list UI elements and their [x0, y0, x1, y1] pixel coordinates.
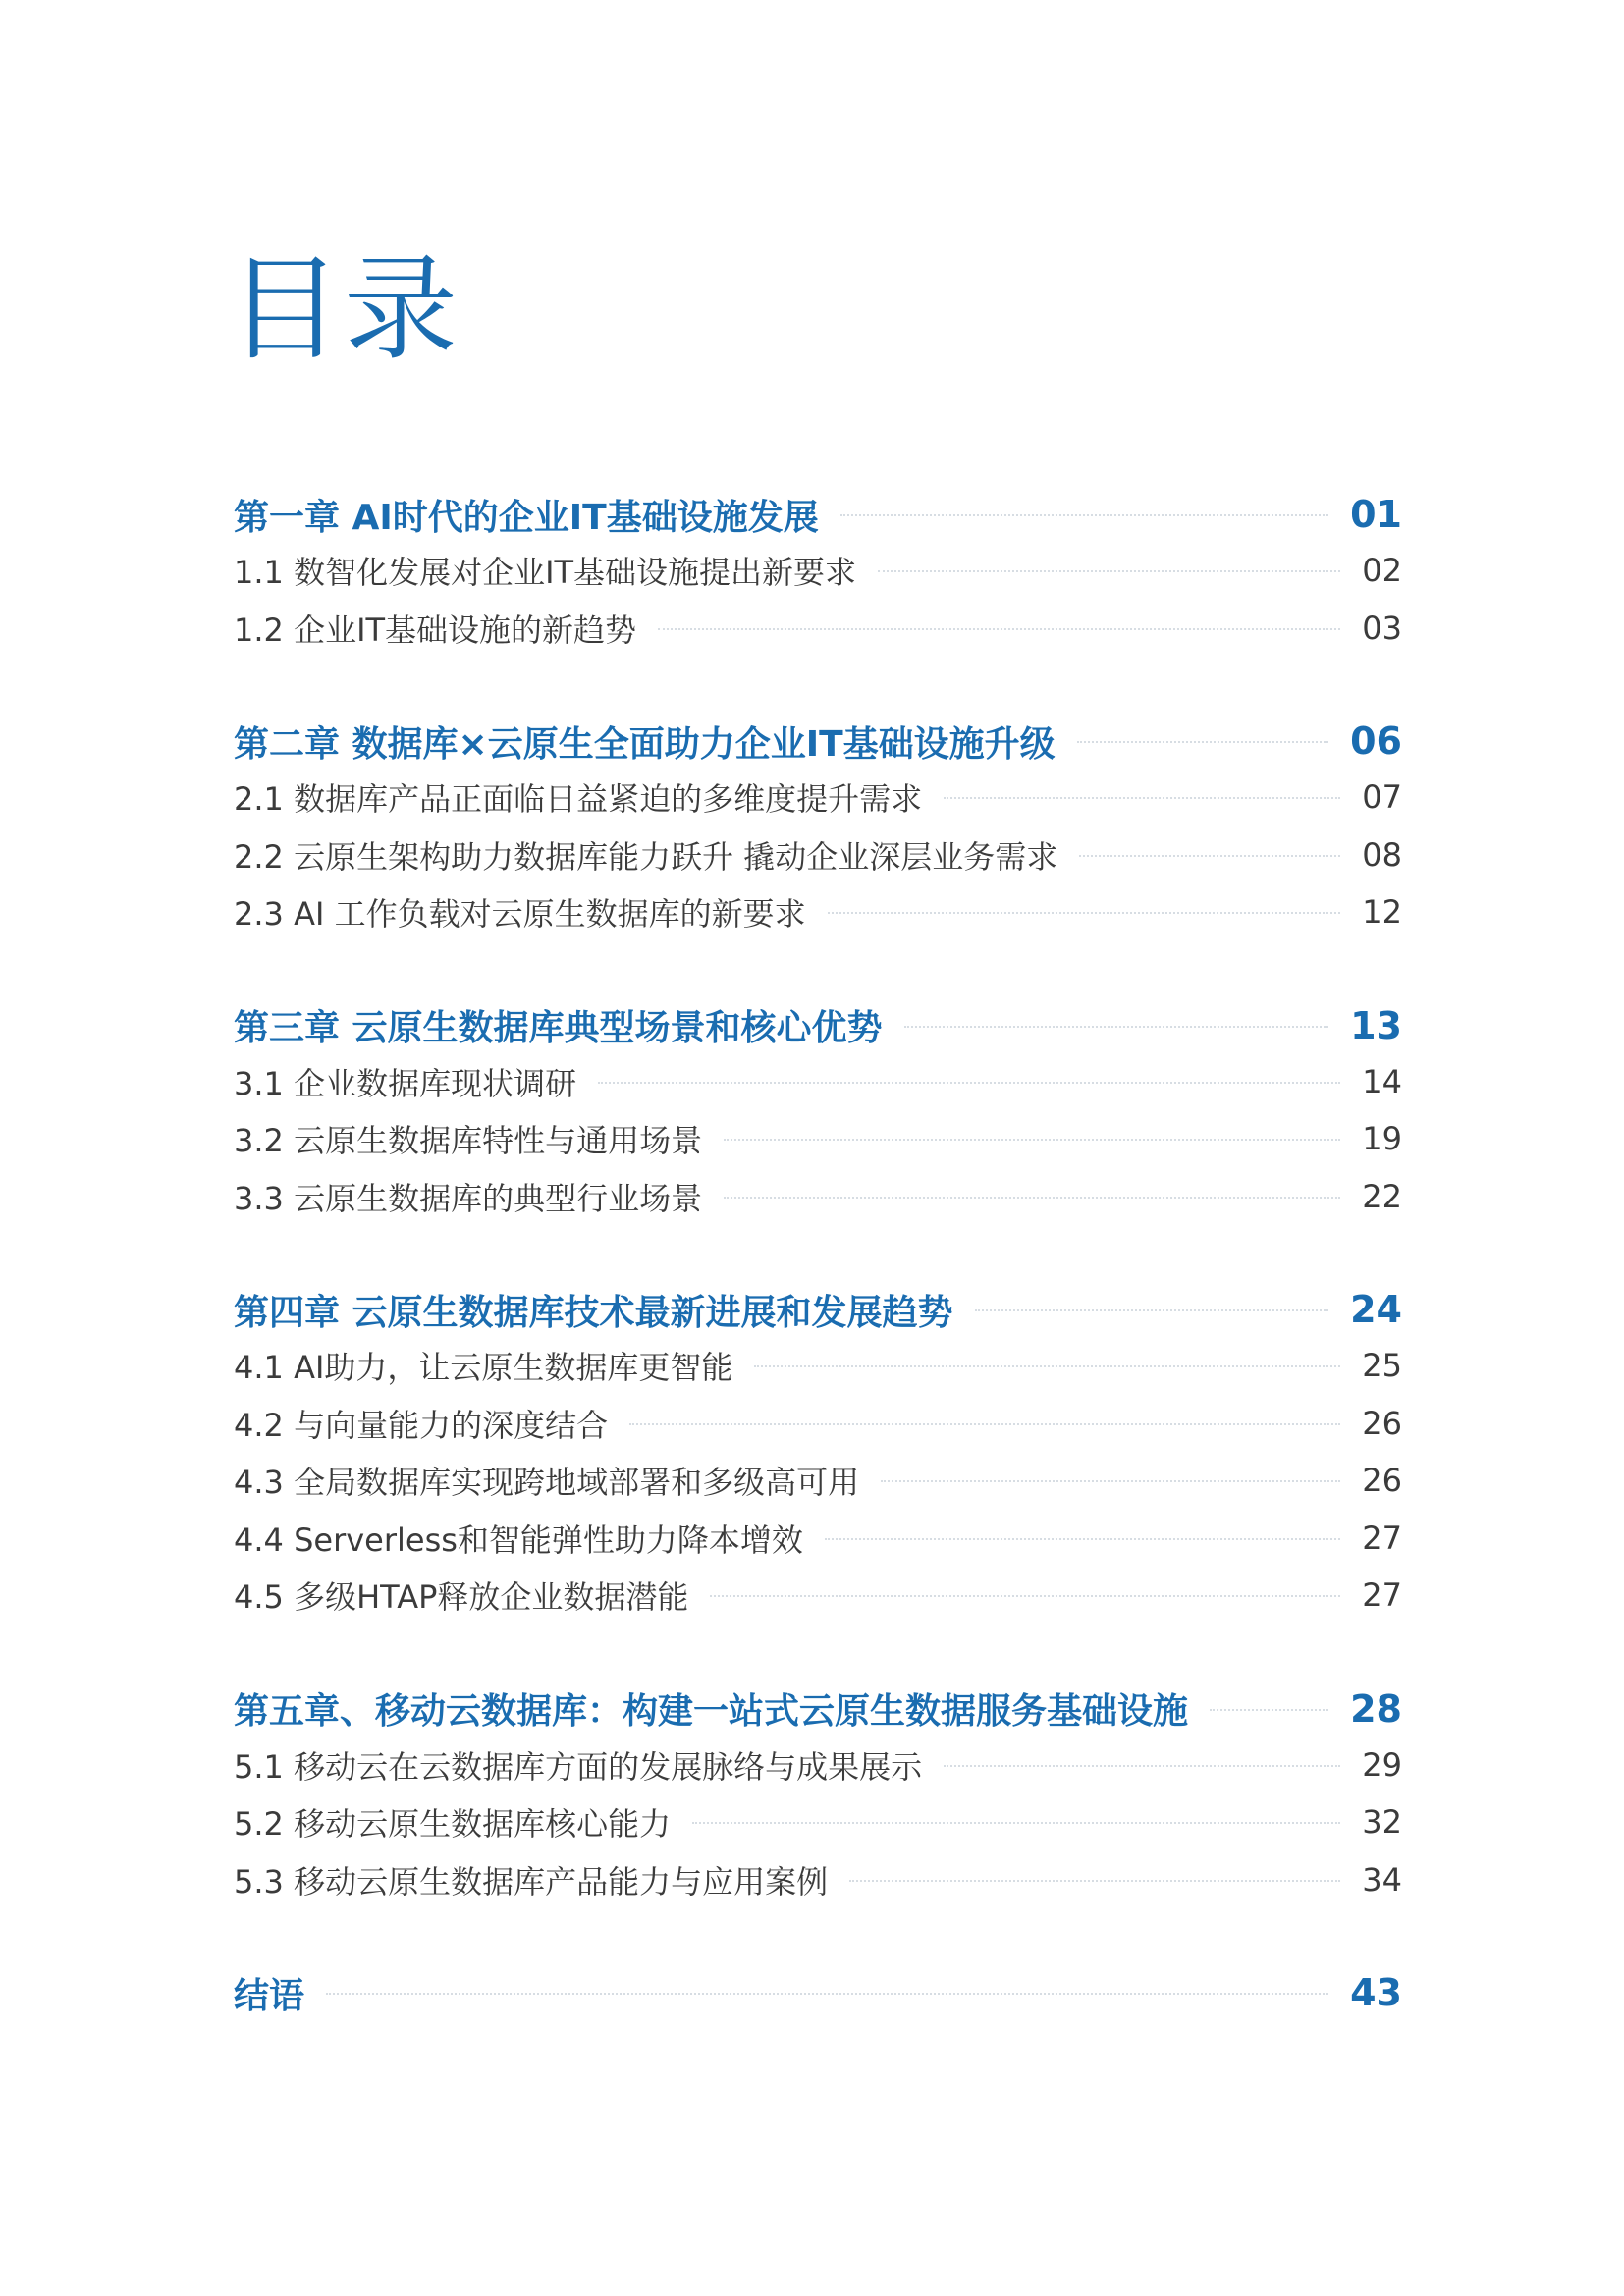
- table-of-contents: [234, 487, 1402, 2077]
- dotted-leader: [724, 1197, 1340, 1199]
- chapter-title: 第四章 云原生数据库技术最新进展和发展趋势: [234, 1292, 953, 1333]
- section-page-number: 19: [1362, 1120, 1402, 1158]
- dotted-leader: [658, 628, 1340, 630]
- section-page-number: 29: [1362, 1745, 1402, 1784]
- section-entry[interactable]: [234, 1510, 1402, 1568]
- section-entry[interactable]: [234, 769, 1402, 827]
- section-entry[interactable]: [234, 1337, 1402, 1395]
- toc-chapter: [234, 714, 1402, 941]
- section-title: 2.1 数据库产品正面临日益紧迫的多维度提升需求: [234, 780, 923, 819]
- section-page-number: 27: [1362, 1519, 1402, 1557]
- chapter-page-number: 06: [1350, 720, 1402, 763]
- chapter-entry[interactable]: [234, 487, 1402, 542]
- dotted-leader: [849, 1880, 1340, 1882]
- section-entry[interactable]: [234, 542, 1402, 600]
- section-entry[interactable]: [234, 1395, 1402, 1453]
- dotted-leader: [828, 912, 1341, 914]
- dotted-leader: [1210, 1709, 1328, 1711]
- section-entry[interactable]: [234, 827, 1402, 884]
- chapter-title: 第三章 云原生数据库典型场景和核心优势: [234, 1008, 883, 1048]
- dotted-leader: [724, 1139, 1340, 1141]
- section-title: 2.2 云原生架构助力数据库能力跃升 撬动企业深层业务需求: [234, 837, 1058, 876]
- section-page-number: 32: [1362, 1803, 1402, 1842]
- section-entry[interactable]: [234, 600, 1402, 658]
- dotted-leader: [878, 570, 1340, 572]
- chapter-entry[interactable]: [234, 714, 1402, 769]
- section-page-number: 08: [1362, 835, 1402, 874]
- chapter-entry[interactable]: [234, 1965, 1402, 2020]
- chapter-page-number: 24: [1350, 1288, 1402, 1331]
- chapter-title: 第五章、移动云数据库：构建一站式云原生数据服务基础设施: [234, 1691, 1189, 1732]
- dotted-leader: [1077, 741, 1328, 743]
- section-page-number: 07: [1362, 778, 1402, 817]
- toc-chapter: [234, 1682, 1402, 1909]
- section-entry[interactable]: [234, 1053, 1402, 1111]
- dotted-leader: [840, 514, 1328, 516]
- section-title: 2.3 AI 工作负载对云原生数据库的新要求: [234, 895, 806, 934]
- section-entry[interactable]: [234, 1452, 1402, 1510]
- dotted-leader: [975, 1309, 1329, 1311]
- chapter-title: 第一章 AI时代的企业IT基础设施发展: [234, 497, 819, 538]
- dotted-leader: [692, 1822, 1340, 1824]
- section-title: 5.1 移动云在云数据库方面的发展脉络与成果展示: [234, 1747, 923, 1786]
- section-page-number: 26: [1362, 1462, 1402, 1500]
- section-page-number: 26: [1362, 1404, 1402, 1442]
- section-page-number: 25: [1362, 1347, 1402, 1385]
- dotted-leader: [881, 1480, 1340, 1482]
- chapter-page-number: 28: [1350, 1686, 1402, 1731]
- chapter-entry[interactable]: [234, 1682, 1402, 1736]
- section-entry[interactable]: [234, 1736, 1402, 1794]
- dotted-leader: [326, 1993, 1328, 1995]
- dotted-leader: [944, 1765, 1340, 1767]
- section-page-number: 34: [1362, 1860, 1402, 1898]
- dotted-leader: [944, 797, 1340, 799]
- section-page-number: 02: [1362, 552, 1402, 590]
- toc-chapter: [234, 1282, 1402, 1625]
- section-title: 3.3 云原生数据库的典型行业场景: [234, 1179, 703, 1217]
- section-entry[interactable]: [234, 1110, 1402, 1168]
- dotted-leader: [598, 1082, 1340, 1084]
- dotted-leader: [825, 1538, 1340, 1540]
- chapter-page-number: 13: [1350, 1003, 1402, 1047]
- section-title: 3.2 云原生数据库特性与通用场景: [234, 1122, 703, 1160]
- section-entry[interactable]: [234, 1793, 1402, 1851]
- page-title: 目录: [228, 243, 460, 376]
- toc-chapter: [234, 998, 1402, 1226]
- section-page-number: 14: [1362, 1062, 1402, 1100]
- section-title: 4.4 Serverless和智能弹性助力降本增效: [234, 1521, 803, 1559]
- chapter-entry[interactable]: [234, 1282, 1402, 1337]
- toc-chapter: [234, 1965, 1402, 2020]
- section-entry[interactable]: [234, 1851, 1402, 1909]
- chapter-title: 第二章 数据库×云原生全面助力企业IT基础设施升级: [234, 723, 1056, 765]
- section-title: 1.1 数智化发展对企业IT基础设施提出新要求: [234, 554, 857, 592]
- section-page-number: 03: [1362, 609, 1402, 647]
- chapter-page-number: 01: [1350, 493, 1402, 536]
- chapter-entry[interactable]: [234, 998, 1402, 1053]
- section-page-number: 27: [1362, 1576, 1402, 1615]
- chapter-page-number: 43: [1350, 1971, 1402, 2014]
- section-title: 4.1 AI助力，让云原生数据库更智能: [234, 1349, 733, 1387]
- dotted-leader: [629, 1423, 1340, 1425]
- section-title: 3.1 企业数据库现状调研: [234, 1064, 577, 1102]
- section-entry[interactable]: [234, 883, 1402, 941]
- chapter-title: 结语: [234, 1975, 305, 2016]
- section-title: 1.2 企业IT基础设施的新趋势: [234, 611, 637, 649]
- section-title: 4.5 多级HTAP释放企业数据潜能: [234, 1578, 689, 1617]
- dotted-leader: [1079, 855, 1340, 857]
- section-entry[interactable]: [234, 1168, 1402, 1226]
- section-page-number: 22: [1362, 1177, 1402, 1215]
- section-title: 5.2 移动云原生数据库核心能力: [234, 1805, 672, 1843]
- toc-chapter: [234, 487, 1402, 657]
- section-entry[interactable]: [234, 1567, 1402, 1625]
- section-title: 5.3 移动云原生数据库产品能力与应用案例: [234, 1862, 829, 1900]
- section-page-number: 12: [1362, 893, 1402, 932]
- section-title: 4.2 与向量能力的深度结合: [234, 1406, 609, 1444]
- dotted-leader: [710, 1595, 1340, 1597]
- dotted-leader: [754, 1365, 1340, 1367]
- section-title: 4.3 全局数据库实现跨地域部署和多级高可用: [234, 1464, 860, 1502]
- dotted-leader: [904, 1026, 1329, 1028]
